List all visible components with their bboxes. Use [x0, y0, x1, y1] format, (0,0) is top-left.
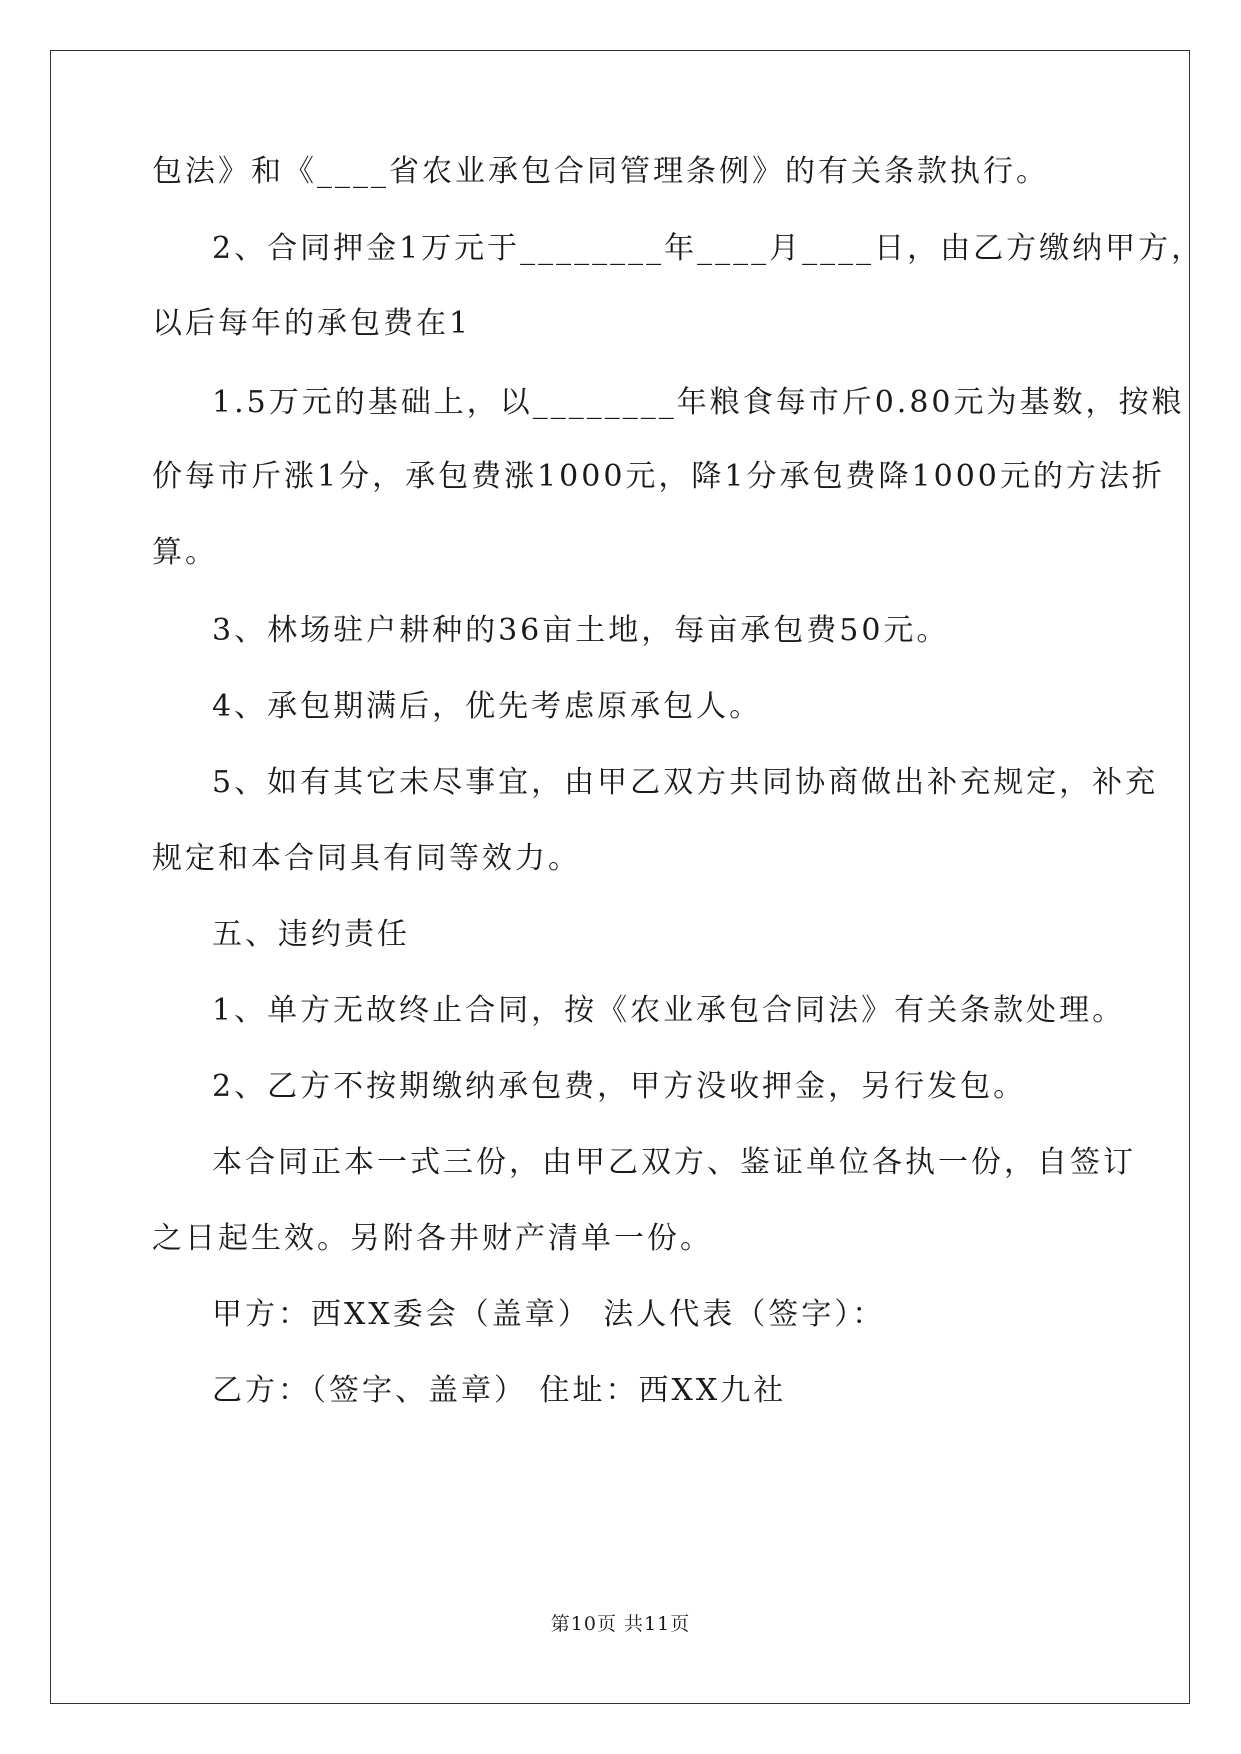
page-number: 第10页 共11页	[550, 1613, 691, 1635]
text-line: 5、如有其它未尽事宜，由甲乙双方共同协商做出补充规定，补充	[212, 765, 1159, 800]
text-line: 1、单方无故终止合同，按《农业承包合同法》有关条款处理。	[212, 993, 1126, 1028]
signature-line-party-b: 乙方：（签字、盖章） 住址：西XX九社	[212, 1373, 787, 1408]
signature-line-party-a: 甲方：西XX委会（盖章） 法人代表（签字）：	[212, 1297, 886, 1332]
section-heading: 五、违约责任	[212, 917, 410, 952]
text-line: 2、乙方不按期缴纳承包费，甲方没收押金，另行发包。	[212, 1069, 1027, 1104]
text-line: 包法》和《____省农业承包合同管理条例》的有关条款执行。	[152, 154, 1049, 189]
text-line: 算。	[152, 535, 218, 570]
text-line: 规定和本合同具有同等效力。	[152, 841, 581, 876]
text-line: 本合同正本一式三份，由甲乙双方、鉴证单位各执一份，自签订	[212, 1145, 1136, 1180]
text-line: 4、承包期满后，优先考虑原承包人。	[212, 689, 763, 724]
text-line: 3、林场驻户耕种的36亩土地，每亩承包费50元。	[212, 613, 950, 648]
text-line: 价每市斤涨1分，承包费涨1000元，降1分承包费降1000元的方法折	[152, 459, 1165, 494]
text-line: 1.5万元的基础上，以________年粮食每市斤0.80元为基数，按粮	[212, 385, 1185, 420]
text-line: 2、合同押金1万元于________年____月____日，由乙方缴纳甲方，	[212, 231, 1205, 266]
text-line: 以后每年的承包费在1	[152, 306, 472, 341]
text-line: 之日起生效。另附各井财产清单一份。	[152, 1221, 713, 1256]
